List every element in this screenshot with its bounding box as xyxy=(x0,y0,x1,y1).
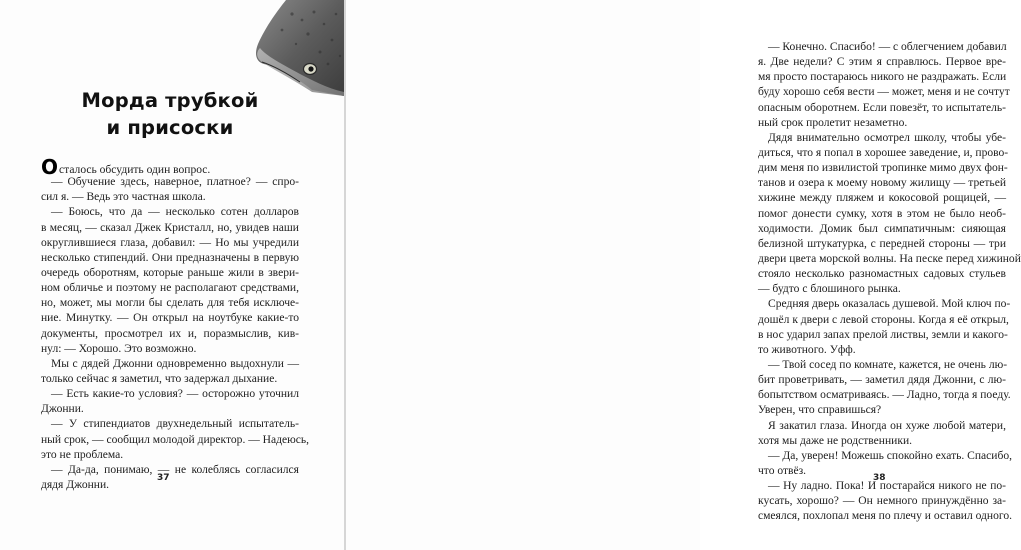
text-line-content: помог донести сумку, хотя в этом не было необ- xyxy=(758,207,1006,220)
text-line xyxy=(41,251,299,266)
fish-head-illustration xyxy=(252,0,344,96)
text-line xyxy=(758,191,1006,206)
text-line xyxy=(41,155,299,179)
text-line xyxy=(41,236,299,251)
text-line-content: несколько стипендий. Они предназначены в первую xyxy=(41,251,299,264)
drop-cap-letter: О xyxy=(41,155,59,179)
text-line xyxy=(41,478,299,493)
text-line-content: — У стипендиатов двухнедельный испытатель- xyxy=(51,418,299,431)
text-line xyxy=(41,402,299,417)
text-line-content: — Ну ладно. Пока! И постарайся никого не по- xyxy=(768,480,1006,493)
text-line-content: очередь оборотням, которые раньше жили в звери- xyxy=(41,266,299,279)
text-line xyxy=(758,101,1006,116)
text-line xyxy=(41,357,299,372)
text-line xyxy=(758,434,1006,449)
text-line xyxy=(41,372,299,387)
text-line-content: двери цвета морской волны. На песке перед хижиной xyxy=(758,252,1021,265)
text-line xyxy=(41,311,299,326)
text-line xyxy=(758,131,1006,146)
text-line-content: Дядя внимательно осмотрел школу, чтобы убе- xyxy=(768,131,1006,144)
text-line xyxy=(758,176,1006,191)
text-line-content: документы, просмотрел их и, поразмыслив, кив- xyxy=(41,327,299,340)
text-line-content: это не проблема. xyxy=(41,448,124,461)
text-line xyxy=(758,70,1006,85)
text-line xyxy=(758,267,1006,282)
text-line xyxy=(758,494,1006,509)
text-line-content: сил я. — Ведь это частная школа. xyxy=(41,191,206,204)
text-line xyxy=(758,146,1009,161)
text-line-content: округлившиеся глаза, добавил: — Но мы учредили xyxy=(41,236,299,249)
text-line-content: Джонни. xyxy=(41,403,84,416)
text-line-content: дим меня по извилистой тропинке мимо двух фон- xyxy=(758,162,1008,175)
chapter-title-line-2: и присоски xyxy=(106,116,234,139)
text-line xyxy=(41,433,310,448)
text-line xyxy=(41,175,299,190)
text-line xyxy=(758,373,1006,388)
text-line-content: Средняя дверь оказалась душевой. Мой ключ по- xyxy=(768,298,1011,311)
text-line-content: — Обучение здесь, наверное, платное? — спро- xyxy=(51,176,299,189)
text-line-content: буду хорошо себя вести — может, меня и не сочтут xyxy=(758,86,1010,99)
text-line xyxy=(758,358,1006,373)
text-line-content: — будто с блошиного рынка. xyxy=(758,283,901,296)
right-page xyxy=(346,0,1021,550)
text-line-content: — Есть какие-то условия? — осторожно уточнил xyxy=(51,388,299,401)
text-line xyxy=(758,222,1006,237)
text-line-content: ние. Минутку. — Он открыл на ноутбуке какие-то xyxy=(41,312,299,325)
text-line-content: но, может, мы могли бы сделать для тебя исключе- xyxy=(41,297,299,310)
text-line xyxy=(758,282,1006,297)
right-page-body-text xyxy=(758,40,1021,525)
text-line xyxy=(758,297,1011,312)
text-line-content: я. Две недели? С этим я справлюсь. Первое вре- xyxy=(758,56,1006,69)
text-line-content: в нос ударил запах прелой листвы, земли и какого- xyxy=(758,328,1008,341)
text-line-content: диться, что я попал в хорошее заведение, и, прово- xyxy=(758,146,1009,159)
text-line-content: то животного. Уфф. xyxy=(758,343,856,356)
text-line-content: мя просто постараюсь никого не раздражать. Если xyxy=(758,71,1007,84)
text-line-content: Я закатил глаза. Иногда он хуже любой матери, xyxy=(768,419,1006,432)
text-line-content: опасным оборотнем. Если повезёт, то испытатель- xyxy=(758,101,1006,114)
text-line-content: ный срок пролетит незаметно. xyxy=(758,116,908,129)
text-line-content: ходимости. Домик был симпатичным: сияющая xyxy=(758,222,1006,235)
text-line-content: — Боюсь, что да — несколько сотен долларов xyxy=(51,206,299,219)
text-line-content: Мы с дядей Джонни одновременно выдохнули — xyxy=(51,357,299,370)
text-line xyxy=(758,419,1006,434)
text-line xyxy=(758,161,1006,176)
text-line-content: хотя мы даже не родственники. xyxy=(758,434,913,447)
text-line xyxy=(41,463,299,478)
text-line xyxy=(41,448,299,463)
text-line xyxy=(758,328,1006,343)
text-line xyxy=(41,387,299,402)
text-line xyxy=(758,116,1006,131)
page-number-right: 38 xyxy=(873,473,886,483)
text-line-content: — Конечно. Спасибо! — с облегчением добавил xyxy=(768,41,1007,53)
text-line-content: танов и озера к моему новому жилищу — третьей xyxy=(758,177,1006,190)
text-line-content: — Да, уверен! Можешь спокойно ехать. Спасибо, xyxy=(768,449,1013,462)
text-line-content: только сейчас я заметил, что задержал дыхание. xyxy=(41,372,278,385)
text-line-content: дядя Джонни. xyxy=(41,478,110,491)
text-line xyxy=(41,327,299,342)
text-line xyxy=(758,343,1006,358)
text-line-content: дошёл к двери с левой стороны. Когда я её открыл, xyxy=(758,313,1009,326)
text-line-content: что отвёз. xyxy=(758,464,807,477)
text-line xyxy=(758,55,1006,70)
text-line-content: в месяц, — сказал Джек Кристалл, но, увидев наши xyxy=(41,221,299,234)
text-line-content: бит проветривать, — заметил дядя Джонни, с лю- xyxy=(758,374,1006,387)
chapter-title xyxy=(70,87,270,141)
text-line-content: смеялся, похлопал меня по плечу и оставил одного. xyxy=(758,510,1012,523)
text-line xyxy=(758,313,1009,328)
text-line xyxy=(758,388,1011,403)
text-line-content: хижине между пляжем и кокосовой рощицей, — xyxy=(758,192,1006,205)
text-line-content: ном обличье и поэтому не располагают средствами, xyxy=(41,282,299,295)
text-line-content: — Твой сосед по комнате, кажется, не очень лю- xyxy=(768,358,1008,371)
text-line xyxy=(758,40,1006,55)
text-line-content: белизной штукатурка, с передней стороны — три xyxy=(758,237,1006,250)
text-line xyxy=(41,342,299,357)
text-line-content: — Да-да, понимаю, — не колеблясь согласился xyxy=(51,463,299,476)
left-page xyxy=(0,0,344,550)
text-line xyxy=(41,190,299,205)
text-line-content: кусать, хорошо? — Он немного принуждённо за- xyxy=(758,495,1006,508)
text-line-content: бопытством осматриваясь. — Ладно, тогда я поеду. xyxy=(758,389,1011,402)
chapter-title-line-1: Морда трубкой xyxy=(81,89,259,112)
text-line xyxy=(758,509,1012,524)
text-line xyxy=(41,281,299,296)
text-line-content: нул: — Хорошо. Это возможно. xyxy=(41,342,197,355)
text-line-content: стояло несколько разномастных садовых стульев xyxy=(758,268,1006,281)
text-line-content: ный срок, — сообщил молодой директор. — Надеюсь, xyxy=(41,433,310,446)
page-number-left: 37 xyxy=(157,473,170,483)
text-line xyxy=(41,417,299,432)
text-line xyxy=(758,252,1021,267)
text-line xyxy=(758,449,1013,464)
text-line-content: сталось обсудить один вопрос. xyxy=(59,164,211,176)
text-line-content: Уверен, что справишься? xyxy=(758,404,882,417)
text-line xyxy=(41,205,299,220)
text-line xyxy=(41,296,299,311)
text-line xyxy=(41,221,299,236)
text-line xyxy=(758,237,1006,252)
text-line xyxy=(41,266,299,281)
text-line xyxy=(758,403,1006,418)
text-line xyxy=(758,207,1006,222)
left-page-body-text xyxy=(41,155,310,493)
text-line xyxy=(758,85,1010,100)
